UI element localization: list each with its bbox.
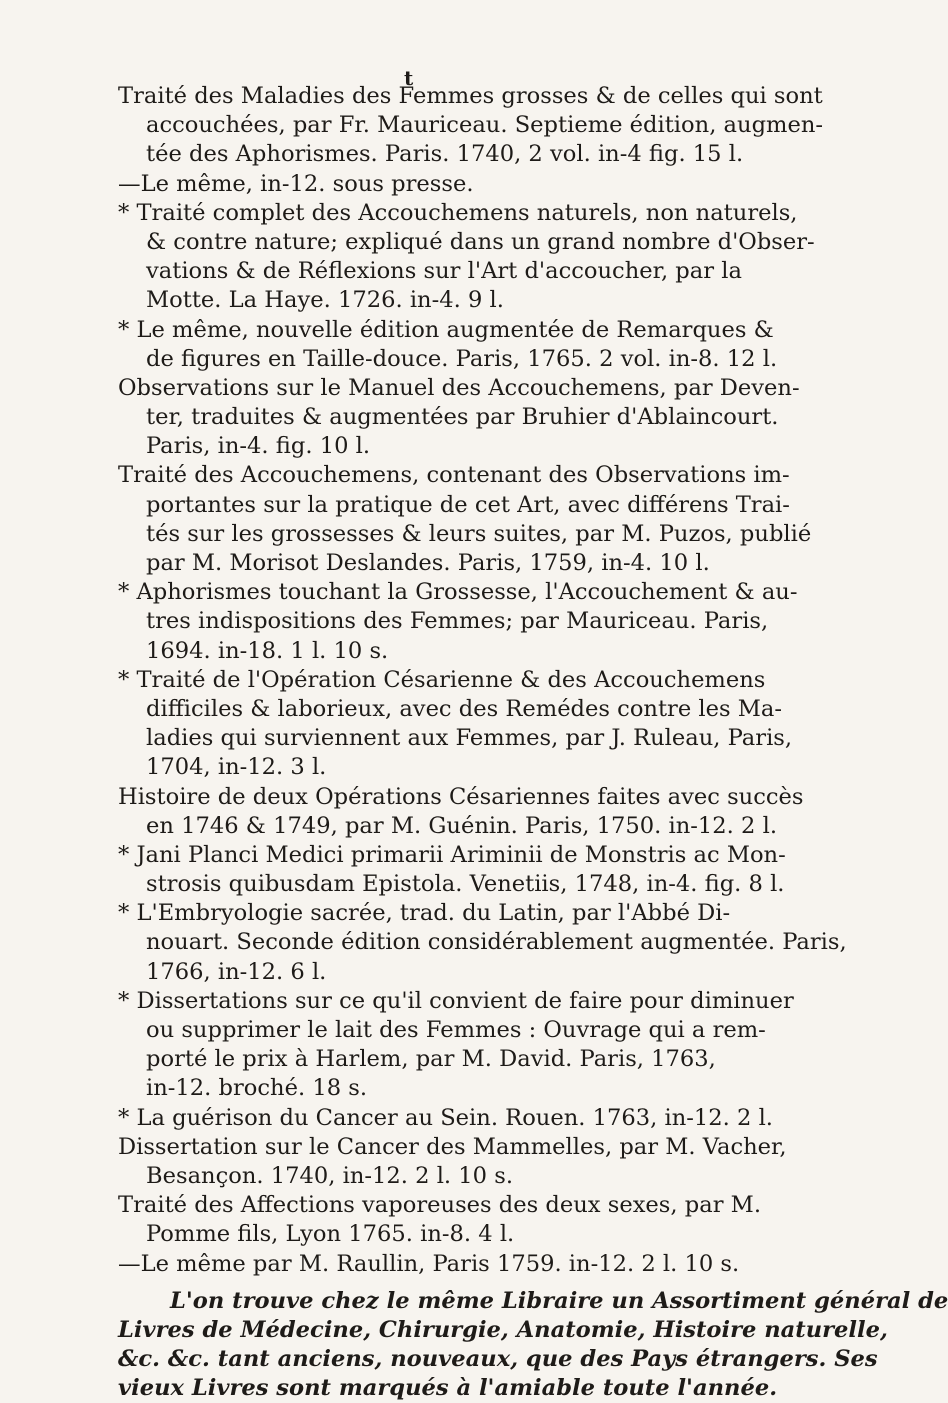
text-line: * Traité de l'Opération Césarienne & des Accouchemens bbox=[118, 666, 766, 693]
note-line: &c. &c. tant anciens, nouveaux, que des Pays étrangers. Ses bbox=[118, 1346, 878, 1373]
text-line: Paris, in-4. fig. 10 l. bbox=[146, 433, 371, 460]
text-line: Pomme fils, Lyon 1765. in-8. 4 l. bbox=[146, 1221, 515, 1248]
text-line: Traité des Maladies des Femmes grosses & de celles qui sont bbox=[118, 83, 823, 109]
text-line: vations & de Réflexions sur l'Art d'accoucher, par la bbox=[146, 258, 742, 285]
note-line: L'on trouve chez le même Libraire un Assortiment général de bbox=[170, 1287, 948, 1314]
text-line: Dissertation sur le Cancer des Mammelles, par M. Vacher, bbox=[118, 1133, 787, 1160]
text-line: en 1746 & 1749, par M. Guénin. Paris, 1750. in-12. 2 l. bbox=[146, 812, 778, 839]
text-line: Traité des Accouchemens, contenant des Observations im- bbox=[118, 462, 790, 489]
text-line: par M. Morisot Deslandes. Paris, 1759, in-4. 10 l. bbox=[146, 550, 710, 576]
text-line: nouart. Seconde édition considérablement augmentée. Paris, bbox=[146, 929, 847, 956]
note-line: Livres de Médecine, Chirurgie, Anatomie, Histoire naturelle, bbox=[118, 1316, 888, 1343]
text-line: * Jani Planci Medici primarii Ariminii de Monstris ac Mon- bbox=[118, 841, 786, 868]
catalogue-entries bbox=[118, 82, 847, 1279]
text-line: Histoire de deux Opérations Césariennes faites avec succès bbox=[118, 783, 804, 810]
text-line: & contre nature; expliqué dans un grand nombre d'Obser- bbox=[146, 228, 815, 255]
text-line: 1704, in-12. 3 l. bbox=[146, 754, 327, 781]
text-line: * La guérison du Cancer au Sein. Rouen. 1763, in-12. 2 l. bbox=[118, 1104, 773, 1131]
publisher-note bbox=[118, 1287, 948, 1403]
text-line: —Le même par M. Raullin, Paris 1759. in-12. 2 l. 10 s. bbox=[118, 1250, 740, 1277]
text-line: in-12. broché. 18 s. bbox=[146, 1075, 368, 1102]
text-line: ter, traduites & augmentées par Bruhier d'Ablaincourt. bbox=[146, 404, 779, 431]
text-line: 1766, in-12. 6 l. bbox=[146, 958, 327, 985]
text-line: tés sur les grossesses & leurs suites, par M. Puzos, publié bbox=[146, 520, 812, 547]
text-line: —Le même, in-12. sous presse. bbox=[118, 170, 474, 197]
text-line: tée des Aphorismes. Paris. 1740, 2 vol. in-4 fig. 15 l. bbox=[146, 141, 744, 168]
text-line: de figures en Taille-douce. Paris, 1765. 2 vol. in-8. 12 l. bbox=[146, 345, 778, 372]
text-line: * Le même, nouvelle édition augmentée de Remarques & bbox=[118, 316, 774, 343]
text-line: * L'Embryologie sacrée, trad. du Latin, par l'Abbé Di- bbox=[118, 900, 731, 927]
text-line: Motte. La Haye. 1726. in-4. 9 l. bbox=[146, 287, 504, 314]
text-line: ou supprimer le lait des Femmes : Ouvrage qui a rem- bbox=[146, 1017, 766, 1043]
text-line: * Aphorismes touchant la Grossesse, l'Accouchement & au- bbox=[118, 579, 798, 606]
text-line: porté le prix à Harlem, par M. David. Paris, 1763, bbox=[146, 1046, 716, 1073]
text-line: portantes sur la pratique de cet Art, avec différens Trai- bbox=[146, 491, 790, 518]
note-line: vieux Livres sont marqués à l'amiable toute l'année. bbox=[118, 1375, 778, 1402]
signature-mark: t bbox=[404, 66, 414, 90]
text-line: Observations sur le Manuel des Accouchemens, par Deven- bbox=[118, 374, 800, 401]
text-line: Traité des Affections vaporeuses des deux sexes, par M. bbox=[118, 1192, 761, 1219]
text-line: tres indispositions des Femmes; par Mauriceau. Paris, bbox=[146, 608, 769, 635]
text-line: Besançon. 1740, in-12. 2 l. 10 s. bbox=[146, 1162, 514, 1189]
text-line: difficiles & laborieux, avec des Remédes contre les Ma- bbox=[146, 695, 783, 722]
text-line: ladies qui surviennent aux Femmes, par J. Ruleau, Paris, bbox=[146, 725, 793, 752]
text-line: strosis quibusdam Epistola. Venetiis, 1748, in-4. fig. 8 l. bbox=[146, 871, 785, 898]
catalogue-text bbox=[118, 82, 948, 1403]
text-line: 1694. in-18. 1 l. 10 s. bbox=[146, 637, 389, 664]
text-line: * Dissertations sur ce qu'il convient de faire pour diminuer bbox=[118, 987, 794, 1014]
text-line: accouchées, par Fr. Mauriceau. Septieme édition, augmen- bbox=[146, 112, 824, 139]
text-line: * Traité complet des Accouchemens naturels, non naturels, bbox=[118, 199, 798, 226]
